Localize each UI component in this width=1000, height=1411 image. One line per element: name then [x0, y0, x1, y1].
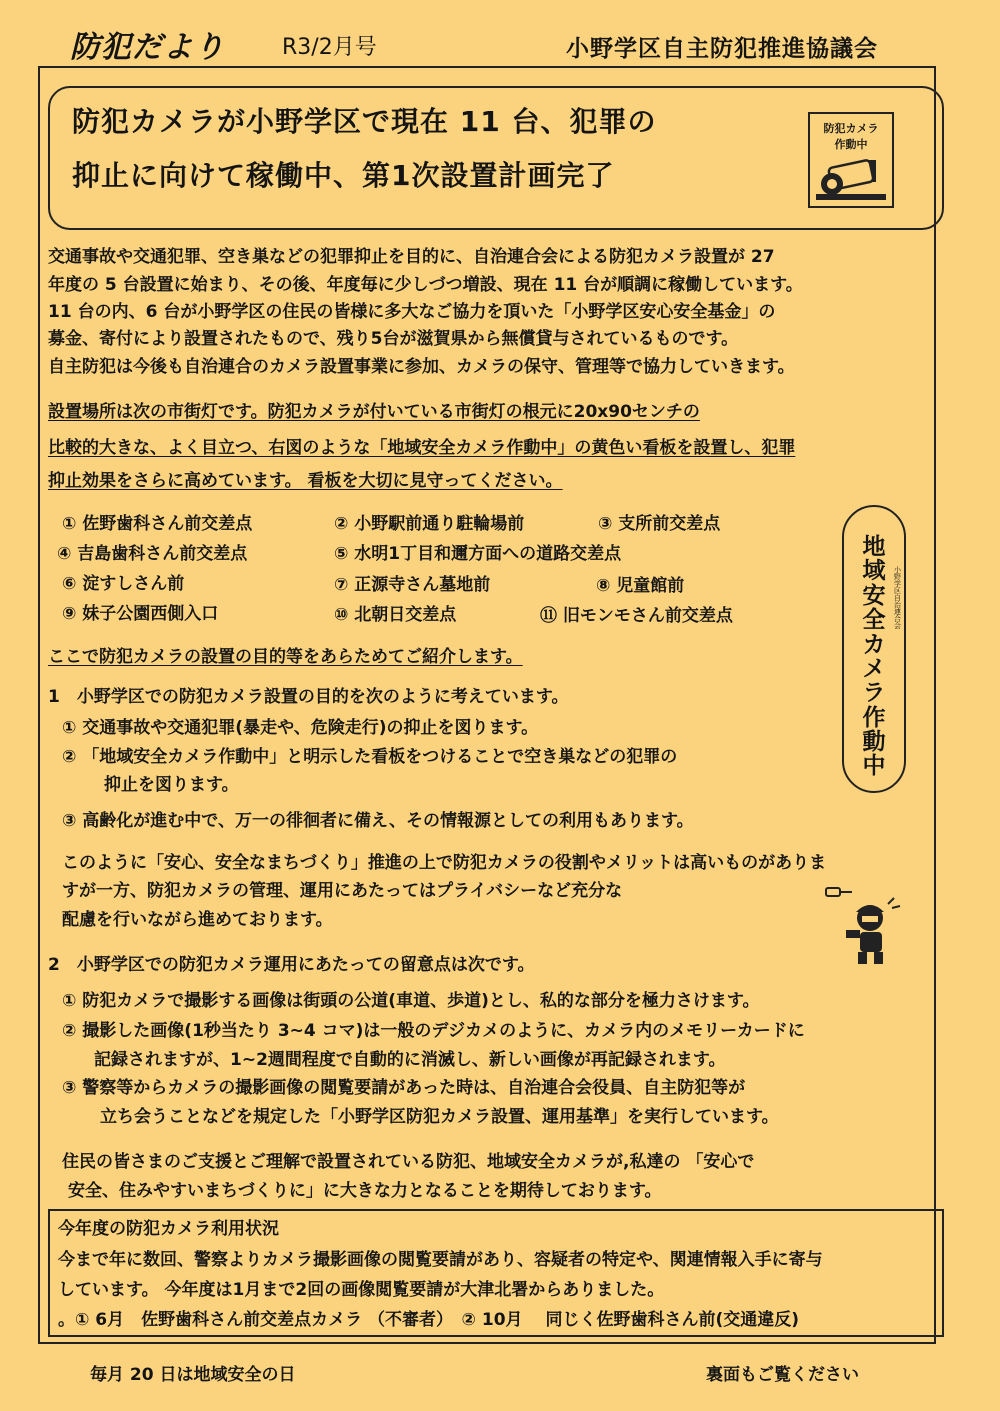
section1-note-line: このように「安心、安全なまちづくり」推進の上で防犯カメラの役割やメリットは高いものがありま — [62, 853, 827, 873]
location-item: ⑧ 児童館前 — [596, 576, 685, 596]
usage-line: 今まで年に数回、警察よりカメラ撮影画像の閲覧要請があり、容疑者の特定や、関連情報入手に寄与 — [58, 1250, 823, 1270]
location-item: ⑨ 妹子公園西側入口 — [62, 604, 219, 624]
section2-heading: 2 小野学区での防犯カメラ運用にあたっての留意点は次です。 — [48, 955, 535, 975]
section2-item: 記録されますが、1~2週間程度で自動的に消滅し、新しい画像が再記録されます。 — [94, 1050, 726, 1070]
newsletter-title: 防犯だより — [70, 30, 225, 65]
section2-item: ① 防犯カメラで撮影する画像は街頭の公道(車道、歩道)とし、私的な部分を極力さけます。 — [62, 991, 760, 1011]
location-item: ④ 吉島歯科さん前交差点 — [57, 544, 248, 564]
section1-note-line: 配慮を行いながら進めております。 — [62, 910, 333, 930]
section2-item: ② 撮影した画像(1秒当たり 3~4 コマ)は一般のデジカメのように、カメラ内のメモリーカードに — [62, 1021, 805, 1041]
camera-sign-line-1: 防犯カメラ — [823, 122, 879, 135]
purpose-intro: ここで防犯カメラの設置の目的等をあらためてご紹介します。 — [48, 647, 523, 667]
headline-line-1: 防犯カメラが小野学区で現在 11 台、犯罪の — [72, 105, 657, 138]
location-item: ⑪ 旧モンモさん前交差点 — [540, 606, 733, 626]
side-sign-org: 小 野 学 区 自 治 連 合 会 — [894, 566, 901, 630]
intro-line: 交通事故や交通犯罪、空き巣などの犯罪抑止を目的に、自治連合会による防犯カメラ設置が 27 — [48, 247, 775, 267]
location-item: ⑤ 水明1丁目和邇方面への道路交差点 — [334, 544, 622, 564]
footer-see-back: 裏面もご覧ください — [706, 1365, 859, 1385]
location-item: ⑦ 正源寺さん墓地前 — [334, 575, 491, 595]
usage-line: 。① 6月 佐野歯科さん前交差点カメラ （不審者） ② 10月 同じく佐野歯科さん前(交通違反) — [58, 1310, 799, 1330]
closing-line: 住民の皆さまのご支援とご理解で設置されている防犯、地域安全カメラが,私達の 「安心で — [62, 1152, 755, 1172]
section1-note-line: すが一方、防犯カメラの管理、運用にあたってはプライバシーなど充分な — [62, 881, 623, 901]
locations-intro-line: 設置場所は次の市街灯です。防犯カメラが付いている市街灯の根元に20x90センチの — [48, 402, 700, 422]
location-item: ① 佐野歯科さん前交差点 — [62, 514, 253, 534]
area-safety-camera-sign — [842, 505, 906, 793]
side-sign-text: 地 域 安 全 カ メ ラ 作 動 中 — [862, 534, 886, 780]
organization-name: 小野学区自主防犯推進協議会 — [566, 36, 878, 62]
camera-sign-line-2: 作動中 — [834, 138, 868, 151]
section1-item: ② 「地域安全カメラ作動中」と明示した看板をつけることで空き巣などの犯罪の — [62, 747, 678, 767]
section1-item: 抑止を図ります。 — [104, 775, 239, 795]
security-camera-icon — [810, 154, 892, 206]
intro-line: 年度の 5 台設置に始まり、その後、年度毎に少しづつ増設、現在 11 台が順調に稼働しています。 — [48, 275, 803, 295]
section2-item: ③ 警察等からカメラの撮影画像の閲覧要請があった時は、自治連合会役員、自主防犯等が — [62, 1078, 746, 1098]
security-guard-illustration — [818, 882, 904, 966]
usage-title: 今年度の防犯カメラ利用状況 — [58, 1219, 279, 1239]
location-item: ⑩ 北朝日交差点 — [334, 605, 457, 625]
location-item: ⑥ 淀すしさん前 — [62, 574, 185, 594]
headline-line-2: 抑止に向けて稼働中、第1次設置計画完了 — [72, 159, 615, 192]
section1-heading: 1 小野学区での防犯カメラ設置の目的を次のように考えています。 — [48, 687, 569, 707]
location-item: ② 小野駅前通り駐輪場前 — [334, 514, 525, 534]
footer-safety-day: 毎月 20 日は地域安全の日 — [90, 1365, 296, 1385]
intro-line: 11 台の内、6 台が小野学区の住民の皆様に多大なご協力を頂いた「小野学区安心安全基金」の — [48, 302, 776, 322]
camera-sign — [808, 112, 894, 208]
section1-item: ③ 高齢化が進む中で、万一の徘徊者に備え、その情報源としての利用もあります。 — [62, 811, 694, 831]
locations-intro-line: 比較的大きな、よく目立つ、右図のような「地域安全カメラ作動中」の黄色い看板を設置し、犯罪 — [48, 438, 796, 458]
section1-item: ① 交通事故や交通犯罪(暴走や、危険走行)の抑止を図ります。 — [62, 718, 539, 738]
locations-intro-line: 抑止効果をさらに高めています。 看板を大切に見守ってください。 — [48, 471, 563, 491]
usage-line: しています。 今年度は1月まで2回の画像閲覧要請が大津北署からありました。 — [58, 1280, 665, 1300]
issue-label: R3/2月号 — [282, 35, 377, 60]
intro-line: 自主防犯は今後も自治連合のカメラ設置事業に参加、カメラの保守、管理等で協力していきます。 — [48, 357, 795, 377]
closing-line: 安全、住みやすいまちづくりに」に大きな力となることを期待しております。 — [68, 1181, 662, 1201]
intro-line: 募金、寄付により設置されたもので、残り5台が滋賀県から無償貸与されているものです。 — [48, 329, 739, 349]
section2-item: 立ち会うことなどを規定した「小野学区防犯カメラ設置、運用基準」を実行しています。 — [100, 1107, 779, 1127]
location-item: ③ 支所前交差点 — [598, 514, 721, 534]
